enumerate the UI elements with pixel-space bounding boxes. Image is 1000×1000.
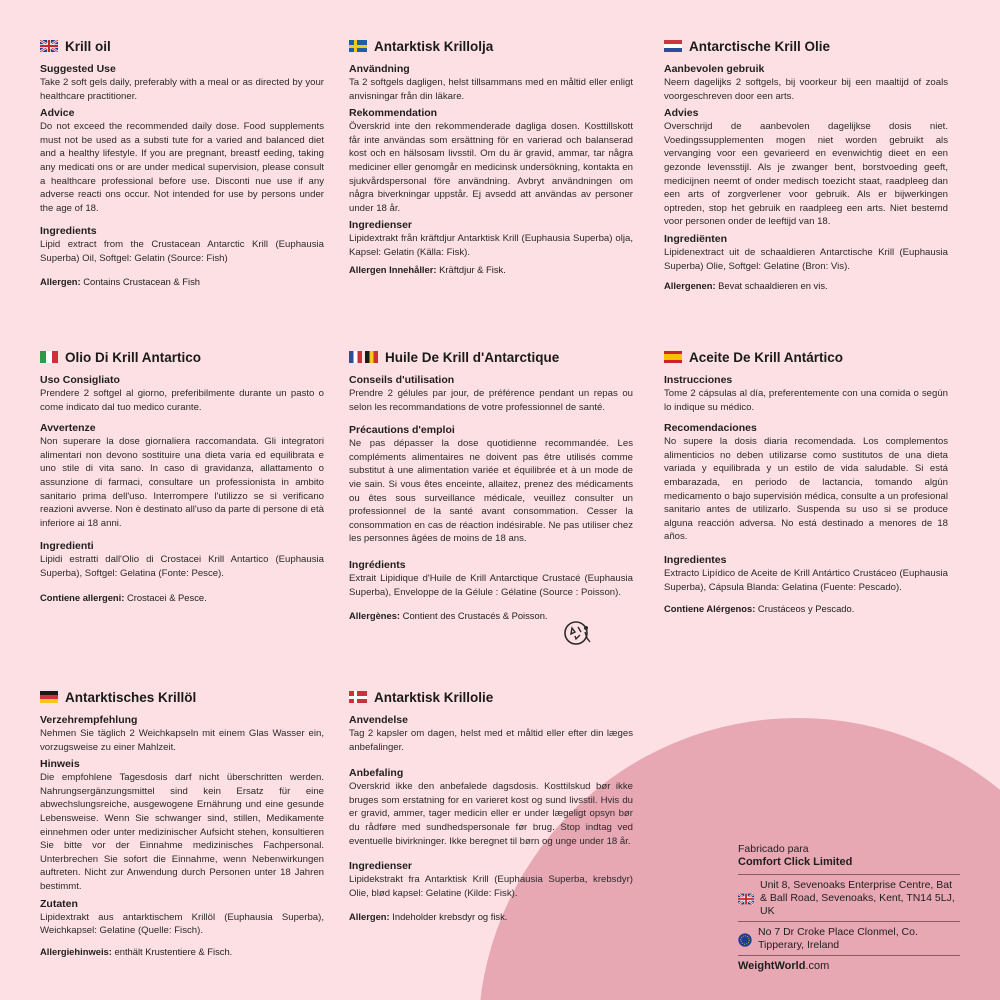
- advice-heading: Advice: [40, 107, 75, 120]
- manufacturer-label: Fabricado para: [738, 843, 809, 855]
- usage-text: Tag 2 kapsler om dagen, helst med et måltid eller efter din læges anbefalinger.: [349, 728, 633, 753]
- section-header: [664, 35, 948, 57]
- ingredients-text: Lipidextrakt från kräftdjur Antarktisk Krill (Euphausia Superba) olja, Kapsel: Gelatin (Källa: Fisk).: [349, 233, 633, 258]
- ingredients-heading: Ingredienser: [349, 860, 413, 873]
- uk-address: Unit 8, Sevenoaks Enterprise Centre, Bat & Ball Road, Sevenoaks, Kent, TN14 5LJ, UK: [760, 879, 955, 917]
- ingredients-heading: Ingrediënten: [664, 232, 728, 245]
- usage-text: Prendere 2 softgel al giorno, preferibilmente durante un pasto o come indicato dal tuo medico curante.: [40, 388, 324, 413]
- section-english: [40, 35, 324, 288]
- ingredients-text: Lipid extract from the Crustacean Antarctic Krill (Euphausia Superba) Oil, Softgel: Gelatin (Source: Fish): [40, 239, 324, 264]
- uk-address-row: [738, 874, 960, 921]
- usage-heading: Aanbevolen gebruik: [664, 63, 765, 75]
- brand-line: [738, 955, 960, 973]
- ingredients-text: Lipidi estratti dall'Olio di Crostacei Krill Antartico (Euphausia Superba), Softgel: Gelatina (Fonte: Pesce).: [40, 554, 324, 579]
- eu-address-row: [738, 921, 960, 955]
- section-title: Aceite De Krill Antártico: [689, 349, 844, 365]
- advice-heading: Avvertenze: [40, 422, 96, 435]
- usage-text: Prendre 2 gélules par jour, de préférence pendant un repas ou selon les recommandations de votre professionnel de santé.: [349, 388, 633, 413]
- allergen-label: Allergen Innehåller:: [349, 263, 437, 275]
- allergen-label: Contiene Alérgenos:: [664, 603, 756, 615]
- usage-heading: Användning: [349, 63, 410, 75]
- eu-address: No 7 Dr Croke Place Clonmel, Co. Tipperary, Ireland: [758, 926, 918, 951]
- allergen-label: Allergen:: [349, 911, 390, 923]
- allergen-label: Contiene allergeni:: [40, 591, 125, 603]
- usage-heading: Anvendelse: [349, 714, 408, 726]
- section-header: [40, 686, 324, 708]
- usage-heading: Verzehrempfehlung: [40, 714, 138, 726]
- advice-text: Overskrid ikke den anbefalede dagsdosis. Kosttilskud bør ikke bruges som erstatning for en varieret kost og sund livsstil. Hvis du er gravid, ammer, tager medicin eller er under lægeligt opsyn bør du rådføre med sundhedspersonale før brug. Stop indtag ved eventuelle bivirkninger. Ikke beregnet til børn og unge under 18 år.: [349, 781, 633, 847]
- allergen-line: [40, 275, 324, 288]
- allergen-text: Bevat schaaldieren en vis.: [715, 280, 828, 292]
- brand-name: WeightWorld: [738, 960, 806, 972]
- advice-heading: Anbefaling: [349, 767, 404, 780]
- section-swedish: [349, 35, 633, 276]
- section-spanish: [664, 346, 948, 615]
- belgium-flag-icon: [365, 351, 378, 363]
- usage-text: Neem dagelijks 2 softgels, bij voorkeur bij een maaltijd of zoals voorgeschreven door een arts.: [664, 77, 948, 102]
- advice-text: Die empfohlene Tagesdosis darf nicht überschritten werden. Nahrungsergänzungsmittel sind kein Ersatz für eine abwechslungsreiche, ausgewogene Ernährung und eine gesunde Lebensweise. Wenn Sie schwanger sind, stillen, Medikamente einnehmen oder unter medizinischer Aufsicht stehen, konsultieren Sie bitte vor der Einnahme medizinisches Fachpersonal. Unterbrechen Sie sofort die Einnahme, wenn Nebenwirkungen auftreten. Nicht zur Anwendung durch Personen unter 18 Jahren bestimmt.: [40, 772, 324, 892]
- section-header: [664, 346, 948, 368]
- section-italian: [40, 346, 324, 604]
- allergen-label: Allergen:: [40, 275, 81, 287]
- allergen-line: [664, 602, 948, 615]
- ingredients-heading: Ingredientes: [664, 553, 727, 566]
- advice-heading: Précautions d'emploi: [349, 424, 455, 437]
- allergen-line: [349, 263, 633, 276]
- advice-heading: Recomendaciones: [664, 422, 757, 435]
- allergen-line: [664, 279, 948, 292]
- manufacturer-company: Comfort Click Limited: [738, 855, 853, 868]
- usage-text: Take 2 soft gels daily, preferably with a meal or as directed by your healthcare practitioner.: [40, 77, 324, 102]
- advice-text: Do not exceed the recommended daily dose. Food supplements must not be used as a substi tute for a varied and balanced diet and a healthy lifestyle. If you are pregnant, breastf eeding, taking any medicati ons or are under medical supervision, please consult a healthcare professional before use. Disconti nue use if any adverse reacti ons occur. Not intended for use by persons under the age of 18.: [40, 121, 324, 214]
- eu-flag-icon: [738, 933, 752, 947]
- advice-text: Ne pas dépasser la dose quotidienne recommandée. Les compléments alimentaires ne doivent pas être utilisés comme substitut à une alimentation variée et équilibrée et à un mode de vie sain. Si vous êtes enceinte, allaitez, prenez des médicaments ou êtes sous surveillance médicale, veuillez consulter un professionnel de la santé avant consommation. Cesser la consommation en cas de réaction indésirable. Ne pas utiliser chez les personnes âgées de moins de 18 ans.: [349, 438, 633, 545]
- ingredients-heading: Ingredienser: [349, 219, 413, 232]
- section-title: Krill oil: [65, 38, 111, 54]
- advice-heading: Rekommendation: [349, 107, 438, 120]
- italy-flag-icon: [40, 351, 58, 363]
- advice-text: No supere la dosis diaria recomendada. Los complementos alimenticios no deben utilizarse como sustitutos de una dieta variada y equilibrada y un estilo de vida saludable. Si está embarazada, en periodo de lactancia, tomando algún medicamento o bajo supervisión médica, consulte a un profesional sanitario antes de utilizarlo. Suspenda su uso si se produce alguna reacción adversa. No está destinado a menores de 18 años.: [664, 436, 948, 543]
- germany-flag-icon: [40, 691, 58, 703]
- allergen-text: Crustáceos y Pescado.: [755, 603, 855, 615]
- section-dutch: [664, 35, 948, 292]
- allergen-label: Allergiehinweis:: [40, 945, 112, 957]
- section-title: Antarktisk Krillolie: [374, 689, 494, 705]
- section-french: [349, 346, 633, 622]
- allergen-line: [40, 945, 324, 958]
- allergen-text: Kräftdjur & Fisk.: [436, 263, 506, 275]
- flag-pair: [349, 351, 378, 363]
- allergen-text: Contains Crustacean & Fish: [80, 275, 200, 287]
- section-danish: [349, 686, 633, 923]
- ingredients-text: Extrait Lipidique d'Huile de Krill Antarctique Crustacé (Euphausia Superba), Enveloppe de la Gélule : Gélatine (Source : Poisson).: [349, 572, 633, 598]
- advice-text: Överskrid inte den rekommenderade dagliga dosen. Kosttillskott får inte användas som ersättning för en varierad och balanserad kost och en hälsosam livsstil. Om du är gravid, ammar, tar några mediciner eller genomgår en medicinsk undersökning, kontakta en sjukvårdspersonal före användning. Avbryt användningen om några biverkningar uppstår. Ej avsedd att användas av personer under 18 år.: [349, 121, 633, 214]
- spain-flag-icon: [664, 351, 682, 363]
- uk-flag-icon: [40, 40, 58, 52]
- allergen-text: enthält Krustentiere & Fisch.: [111, 945, 233, 957]
- section-title: Olio Di Krill Antartico: [65, 349, 202, 365]
- usage-heading: Instrucciones: [664, 374, 733, 386]
- allergen-text: Contient des Crustacés & Poisson.: [400, 610, 548, 622]
- section-german: [40, 686, 324, 958]
- sweden-flag-icon: [349, 40, 367, 52]
- advice-text: Non superare la dose giornaliera raccomandata. Gli integratori alimentari non devono sostituire una dieta varia ed equilibrata e uno stile di vita sano. In caso di gravidanza, allattamento o assunzione di farmaci, consultare un professionista in ambito sanitario prima dell'uso. Interrompere l'utilizzo se si verificano reazioni avverse. Non è destinato all'uso da parte di persone di età inferiore ai 18 anni.: [40, 436, 324, 529]
- advice-heading: Advies: [664, 107, 699, 120]
- section-title: Antarctische Krill Olie: [689, 38, 831, 54]
- ingredients-heading: Zutaten: [40, 897, 78, 910]
- section-header: [40, 35, 324, 57]
- advice-heading: Hinweis: [40, 758, 80, 771]
- usage-heading: Uso Consigliato: [40, 374, 120, 386]
- section-title: Antarktisk Krillolja: [374, 38, 494, 54]
- usage-text: Ta 2 softgels dagligen, helst tillsammans med en måltid eller enligt anvisningar från din läkare.: [349, 77, 633, 102]
- netherlands-flag-icon: [664, 40, 682, 52]
- allergen-text: Indeholder krebsdyr og fisk.: [389, 911, 508, 923]
- ingredients-heading: Ingrédients: [349, 558, 406, 571]
- section-title: Antarktisches Krillöl: [65, 689, 197, 705]
- usage-heading: Conseils d'utilisation: [349, 374, 455, 386]
- allergen-label: Allergenen:: [664, 280, 716, 292]
- allergen-line: [349, 910, 633, 923]
- brand-suffix: .com: [805, 960, 830, 972]
- ingredients-heading: Ingredienti: [40, 540, 94, 553]
- ingredients-text: Lipidenextract uit de schaaldieren Antarctische Krill (Euphausia Superba) Olie, Softgel: Gelatine (Bron: Vis).: [664, 246, 948, 272]
- usage-heading: Suggested Use: [40, 63, 116, 75]
- section-header: [349, 346, 633, 368]
- ingredients-text: Extracto Lipídico de Aceite de Krill Antártico Crustáceo (Euphausia Superba), Cápsula Blanda: Gelatina (Fuente: Pescado).: [664, 567, 948, 593]
- allergen-label: Allergènes:: [349, 610, 401, 622]
- section-header: [349, 686, 633, 708]
- section-header: [349, 35, 633, 57]
- allergen-line: [40, 591, 324, 604]
- manufacturer-block: [738, 843, 960, 973]
- section-title: Huile De Krill d'Antarctique: [385, 349, 560, 365]
- advice-text: Overschrijd de aanbevolen dagelijkse dosis niet. Voedingssupplementen mogen niet worden gebruikt als vervanging voor een gevarieerd en evenwichtig dieet en een gezonde levensstijl. Als je zwanger bent, borstvoeding geeft, medicijnen neemt of onder medisch toezicht staat, raadpleeg dan een arts of zorgverlener voor gebruik. Als er bijwerkingen optreden, stop het gebruik en raadpleeg een arts. Niet bestemd voor personen onder de leeftijd van 18.: [664, 121, 948, 228]
- ingredients-text: Lipidekstrakt fra Antarktisk Krill (Euphausia Superba, krebsdyr) Olie, blød kapsel: Gelatine (Kilde: Fisk).: [349, 874, 633, 899]
- section-header: [40, 346, 324, 368]
- ingredients-text: Lipidextrakt aus antarktischem Krillöl (Euphausia Superba), Weichkapsel: Gelatine (Quelle: Fisch).: [40, 911, 324, 937]
- recycling-triman-icon: [563, 618, 593, 648]
- uk-flag-icon: [738, 893, 754, 905]
- denmark-flag-icon: [349, 691, 367, 703]
- usage-text: Nehmen Sie täglich 2 Weichkapseln mit einem Glas Wasser ein, vorzugsweise zu einer Mahlzeit.: [40, 728, 324, 753]
- usage-text: Tome 2 cápsulas al día, preferentemente con una comida o según lo indique su médico.: [664, 388, 948, 413]
- ingredients-heading: Ingredients: [40, 225, 97, 238]
- france-flag-icon: [349, 351, 362, 363]
- allergen-text: Crostacei & Pesce.: [124, 591, 207, 603]
